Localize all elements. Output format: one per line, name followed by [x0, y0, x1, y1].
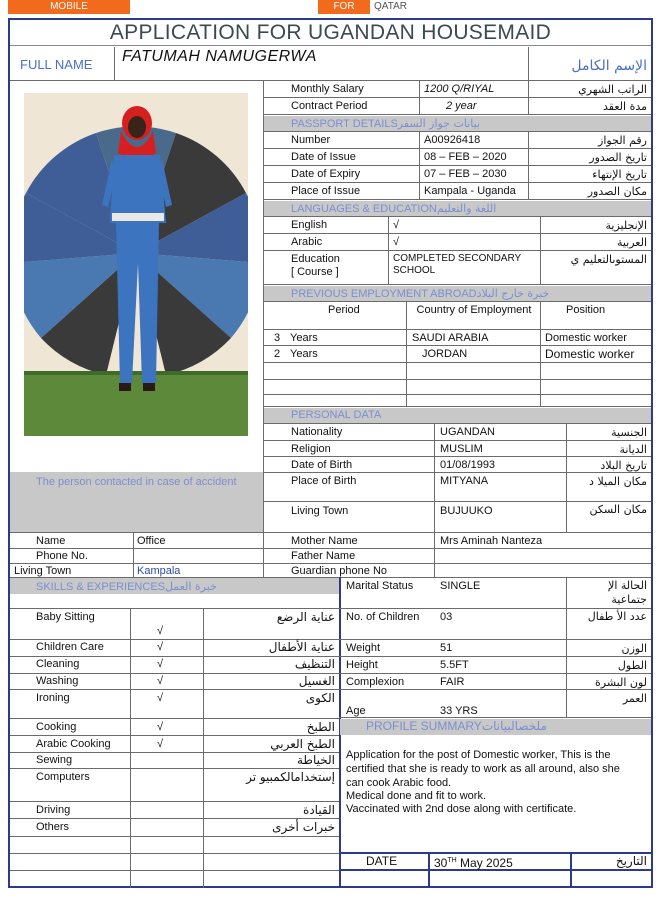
employment-row-2-years: 2 [274, 348, 281, 360]
country-tab-text: QATAR [374, 1, 407, 12]
divider [263, 423, 651, 424]
marital-status-value: SINGLE [440, 580, 481, 592]
applicant-photo [24, 93, 248, 436]
complexion-label: Complexion [346, 676, 405, 688]
employment-row-1-years: 3 [274, 332, 281, 344]
skill-others-label-ar: خبرات أخرى [272, 820, 335, 834]
education-value: COMPLETED SECONDARY SCHOOL [393, 253, 521, 276]
skill-sewing-label: Sewing [36, 754, 73, 766]
mobile-tab: MOBILE [8, 0, 130, 14]
passport-heading [291, 116, 480, 132]
age-value: 33 YRS [440, 705, 478, 717]
country-column-header: Country of Employment [416, 304, 532, 316]
profile-heading [366, 719, 547, 734]
skill-arabic-cooking-label-ar: الطبخ العربي [270, 737, 335, 751]
skill-washing-label: Washing [36, 675, 79, 687]
pob-label-ar: مكان الميلا د [589, 475, 647, 488]
divider [114, 47, 115, 80]
employment-heading-en: PREVIOUS EMPLOYMENT ABROAD [291, 288, 477, 300]
divider [10, 853, 339, 854]
nationality-value: UGANDAN [440, 426, 496, 438]
salary-label: Monthly Salary [291, 83, 364, 95]
employment-row-1-country: SAUDI ARABIA [412, 332, 489, 344]
arabic-check: √ [393, 236, 400, 248]
divider [263, 199, 651, 200]
employment-row-2-position: Domestic worker [545, 347, 635, 361]
arabic-label: Arabic [291, 236, 323, 248]
divider [10, 532, 651, 533]
employment-heading [291, 286, 549, 302]
skill-children-care-label: Children Care [36, 641, 104, 653]
divider [263, 440, 651, 441]
divider [566, 423, 567, 532]
issue-date-value: 08 – FEB – 2020 [424, 151, 507, 163]
divider [339, 639, 651, 640]
languages-heading [291, 201, 496, 217]
divider [10, 801, 339, 802]
skill-computers-label: Computers [36, 771, 90, 783]
divider [651, 735, 653, 853]
divider [263, 114, 651, 115]
arabic-label-ar: العربية [616, 236, 647, 249]
skill-cooking-label-ar: الطبخ [306, 720, 335, 734]
skill-baby-sitting-label: Baby Sitting [36, 611, 95, 623]
date-label-ar: التاريخ [615, 854, 647, 868]
skill-cleaning-label: Cleaning [36, 658, 80, 670]
languages-heading-en: LANGUAGES & EDUCATION [291, 203, 437, 215]
divider [528, 47, 529, 80]
divider [263, 233, 651, 234]
divider [10, 608, 339, 609]
religion-label: Religion [291, 443, 331, 455]
divider [263, 379, 651, 380]
divider [10, 563, 651, 564]
skill-driving-label: Driving [36, 804, 71, 816]
height-label: Height [346, 659, 378, 671]
profile-heading-ar: ملخصالبيانات [481, 719, 547, 733]
nationality-label: Nationality [291, 426, 343, 438]
divider [263, 216, 651, 217]
skill-sewing-label-ar: الخياطة [297, 753, 335, 767]
divider [566, 577, 567, 717]
skill-washing-check: √ [157, 675, 164, 687]
divider [10, 689, 339, 690]
divider [419, 80, 420, 114]
divider [339, 608, 651, 609]
divider [263, 182, 651, 183]
skills-heading [36, 579, 217, 595]
divider [10, 656, 339, 657]
marital-status-label-ar: الحالة الإ جتماعية [608, 579, 647, 606]
divider [339, 717, 651, 718]
expiry-date-label: Date of Expiry [291, 168, 361, 180]
education-label: Education [291, 253, 340, 265]
divider [10, 768, 339, 769]
english-label-ar: الإنجليزية [605, 219, 647, 232]
nationality-label-ar: الجنسية [611, 426, 647, 439]
pob-value: MITYANA [440, 475, 489, 487]
divider [263, 97, 651, 98]
skill-computers-label-ar: إستخدامالكمبيو تر [246, 770, 335, 784]
divider [263, 329, 651, 330]
divider [263, 394, 651, 395]
divider [263, 131, 651, 132]
divider [263, 250, 651, 251]
pob-label: Place of Birth [291, 475, 357, 487]
passport-heading-en: PASSPORT DETAILS [291, 118, 398, 130]
education-course-label: [ Course ] [291, 266, 339, 278]
english-check: √ [393, 219, 400, 231]
divider [540, 216, 541, 284]
salary-label-ar: الراتب الشهري [578, 83, 647, 96]
weight-value: 51 [440, 642, 453, 654]
complexion-value: FAIR [440, 676, 465, 688]
divider [528, 80, 529, 114]
mother-name-label: Mother Name [291, 535, 358, 547]
position-column-header: Position [566, 304, 606, 316]
full-name-label: FULL NAME [20, 57, 93, 72]
divider [339, 656, 651, 657]
divider [419, 131, 420, 199]
complexion-label-ar: لون البشرة [595, 676, 647, 689]
contact-phone-label: Phone No. [36, 550, 88, 562]
skill-ironing-label: Ironing [36, 692, 70, 704]
divider [130, 608, 131, 888]
marital-status-label: Marital Status [346, 580, 414, 592]
divider [10, 752, 339, 753]
divider [570, 852, 572, 888]
date-month-year: May 2025 [456, 856, 513, 870]
divider [10, 718, 339, 719]
skill-arabic-cooking-label: Arabic Cooking [36, 738, 111, 750]
divider [339, 689, 651, 690]
skill-arabic-cooking-check: √ [157, 738, 164, 750]
passport-number-value: A00926418 [424, 134, 481, 146]
profile-line-1: Application for the post of Domestic worker, This is the [346, 749, 611, 761]
divider [10, 735, 339, 736]
passport-number-label-ar: رقم الجواز [598, 134, 647, 147]
divider [10, 870, 339, 871]
skill-cooking-check: √ [157, 721, 164, 733]
religion-label-ar: الديانة [619, 443, 647, 456]
divider [339, 673, 651, 674]
employment-heading-ar: خبرة خارج البلاد [476, 287, 550, 300]
divider [10, 80, 651, 81]
full-name-value: FATUMAH NAMUGERWA [122, 48, 317, 65]
living-town-label-ar: مكان السكن [589, 503, 647, 516]
for-tab: FOR [318, 0, 370, 14]
divider [263, 501, 651, 502]
divider [263, 456, 651, 457]
mother-name-value: Mrs Aminah Nanteza [440, 535, 543, 547]
divider [263, 148, 651, 149]
date-label: DATE [366, 854, 398, 868]
skills-heading-en: SKILLS & EXPERIENCES [36, 581, 165, 593]
issue-place-label-ar: مكان الصدور [587, 185, 647, 198]
employment-row-1-position: Domestic worker [545, 332, 627, 344]
issue-place-value: Kampala - Uganda [424, 185, 516, 197]
children-count-value: 03 [440, 611, 453, 623]
living-town-label: Living Town [291, 505, 349, 517]
contact-town-label: Living Town [14, 565, 72, 577]
skill-ironing-label-ar: الكوى [305, 691, 335, 705]
profile-heading-en: PROFILE SUMMARY [366, 719, 482, 733]
skill-ironing-check: √ [157, 692, 164, 704]
children-count-label-ar: عدد الأ طفال [587, 610, 647, 623]
divider [263, 472, 651, 473]
contract-period-label-ar: مدة العقد [603, 100, 647, 113]
date-day: 30 [434, 856, 448, 870]
salary-value: 1200 Q/RIYAL [424, 83, 495, 95]
guardian-phone-label: Guardian phone No [291, 565, 388, 577]
employment-row-1-unit: Years [290, 332, 318, 344]
divider [133, 532, 134, 577]
age-label: Age [346, 705, 366, 717]
employment-row-2-unit: Years [290, 348, 318, 360]
form-title: APPLICATION FOR UGANDAN HOUSEMAID [10, 20, 651, 46]
divider [263, 362, 651, 363]
age-label-ar: العمر [622, 692, 647, 705]
contact-town-value: Kampala [137, 565, 181, 577]
contact-name-label: Name [36, 535, 66, 547]
personal-heading: PERSONAL DATA [291, 409, 382, 421]
employment-row-2-country: JORDAN [422, 348, 468, 360]
divider [263, 345, 651, 346]
profile-line-2: certified that she is ready to work as all around, also she [346, 763, 620, 775]
divider [10, 673, 339, 674]
passport-number-label: Number [291, 134, 331, 146]
profile-line-3: can cook Arabic food. [346, 777, 452, 789]
height-label-ar: الطول [617, 659, 647, 672]
profile-line-5: Vaccinated with 2nd dose along with certificate. [346, 803, 577, 815]
issue-date-label: Date of Issue [291, 151, 356, 163]
contract-period-label: Contract Period [291, 100, 368, 112]
divider [263, 406, 651, 407]
skill-baby-sitting-check: √ [157, 625, 164, 637]
children-count-label: No. of Children [346, 611, 420, 623]
divider [528, 131, 529, 199]
divider [434, 423, 435, 577]
divider [388, 216, 389, 284]
education-label-ar: المستوىالتعليم ي [570, 253, 647, 266]
skill-cleaning-check: √ [157, 658, 164, 670]
contact-heading: The person contacted in case of accident [36, 476, 237, 488]
skills-heading-ar: خبرة العمل [165, 580, 217, 593]
expiry-date-label-ar: تاريخ الإنتهاء [592, 168, 647, 181]
divider [263, 284, 651, 285]
issue-place-label: Place of Issue [291, 185, 361, 197]
divider [428, 852, 430, 888]
dob-value: 01/08/1993 [440, 459, 496, 471]
contact-name-value: Office [137, 535, 166, 547]
issue-date-label-ar: تاريخ الصدور [589, 151, 647, 164]
divider [406, 301, 407, 406]
skill-cooking-label: Cooking [36, 721, 77, 733]
dob-label-ar: تاريخ البلاد [600, 459, 647, 472]
skill-children-care-label-ar: عناية الأطفال [268, 640, 335, 654]
period-column-header: Period [328, 304, 360, 316]
date-suffix: TH [447, 857, 457, 864]
profile-line-4: Medical done and fit to work. [346, 790, 487, 802]
skill-driving-label-ar: القيادة [303, 803, 335, 817]
expiry-date-value: 07 – FEB – 2030 [424, 168, 507, 180]
weight-label: Weight [346, 642, 381, 654]
full-name-label-ar: الإسم الكامل [571, 58, 647, 74]
skill-washing-label-ar: الغسيل [298, 674, 335, 688]
divider [263, 301, 651, 302]
living-town-value: BUJUUKO [440, 505, 493, 517]
skill-cleaning-label-ar: التنظيف [294, 657, 335, 671]
weight-label-ar: الوزن [621, 642, 647, 655]
divider [10, 548, 651, 549]
skill-children-care-check: √ [157, 641, 164, 653]
contract-period-value: 2 year [446, 100, 477, 112]
dob-label: Date of Birth [291, 459, 353, 471]
father-name-label: Father Name [291, 550, 356, 562]
divider [263, 165, 651, 166]
english-label: English [291, 219, 328, 231]
divider [540, 301, 541, 406]
skill-baby-sitting-label-ar: عناية الرضع [276, 610, 335, 624]
divider [203, 608, 204, 888]
religion-value: MUSLIM [440, 443, 483, 455]
divider [10, 836, 339, 837]
photo-illustration [24, 93, 248, 436]
divider [10, 818, 339, 819]
height-value: 5.5FT [440, 659, 469, 671]
skill-others-label: Others [36, 821, 70, 833]
languages-heading-ar: اللغة والتعليم [436, 202, 497, 215]
date-value [434, 854, 513, 870]
passport-heading-ar: بيانات جواز السفر [397, 117, 480, 130]
